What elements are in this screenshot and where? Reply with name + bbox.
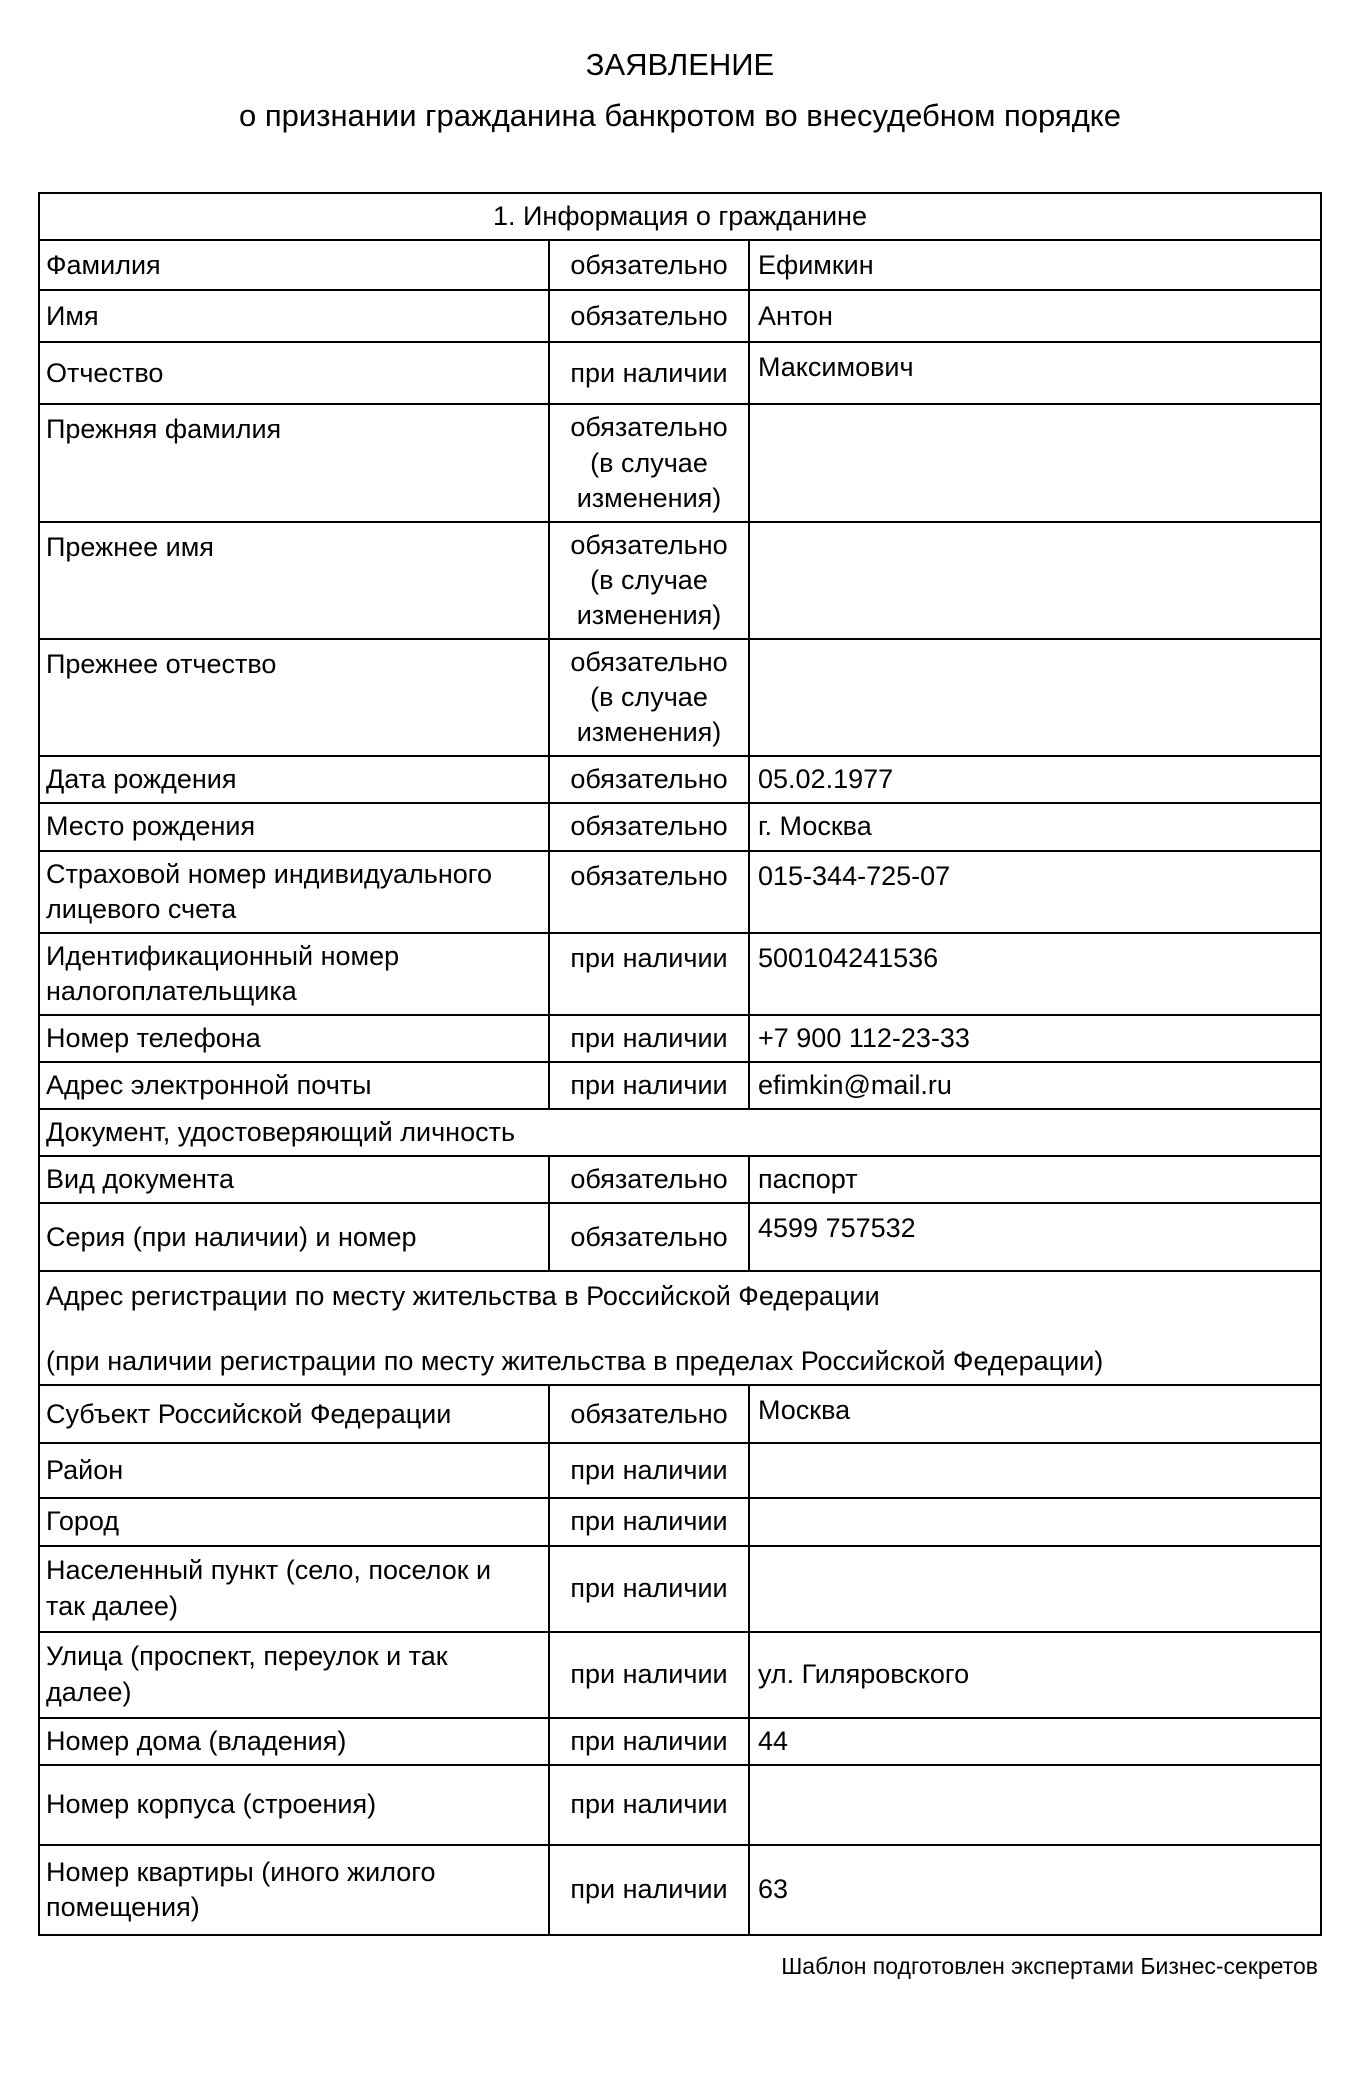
- field-value: [749, 522, 1321, 639]
- requirement-cell: обязательно: [549, 290, 749, 342]
- requirement-cell: обязательно (в случае изменения): [549, 522, 749, 639]
- requirement-cell: обязательно: [549, 1156, 749, 1203]
- field-label: Вид документа: [39, 1156, 549, 1203]
- section-title: 1. Информация о гражданине: [39, 193, 1321, 240]
- field-label: Страховой номер индивидуального лицевого счета: [39, 851, 549, 933]
- requirement-cell: обязательно: [549, 1203, 749, 1271]
- field-value: [749, 639, 1321, 756]
- requirement-cell: обязательно: [549, 756, 749, 803]
- row-district: [39, 1443, 1321, 1498]
- citizen-info-table: [38, 192, 1322, 1935]
- row-former-firstname: [39, 522, 1321, 639]
- field-label: Номер квартиры (иного жилого помещения): [39, 1845, 549, 1935]
- field-value: Москва: [749, 1385, 1321, 1443]
- field-label: Адрес электронной почты: [39, 1062, 549, 1109]
- row-registration-address-header: [39, 1271, 1321, 1385]
- field-value: 4599 757532: [749, 1203, 1321, 1271]
- requirement-cell: обязательно: [549, 851, 749, 933]
- field-label: Дата рождения: [39, 756, 549, 803]
- field-value: efimkin@mail.ru: [749, 1062, 1321, 1109]
- section-header-row: [39, 193, 1321, 240]
- field-label: Номер дома (владения): [39, 1718, 549, 1765]
- field-value: [749, 1765, 1321, 1845]
- field-label: Прежнее отчество: [39, 639, 549, 756]
- template-credit: Шаблон подготовлен экспертами Бизнес-секретов: [781, 1952, 1318, 1979]
- field-value: 44: [749, 1718, 1321, 1765]
- row-birthdate: [39, 756, 1321, 803]
- field-label: Населенный пункт (село, поселок и так далее): [39, 1546, 549, 1632]
- field-label: Улица (проспект, переулок и так далее): [39, 1632, 549, 1718]
- row-city: [39, 1498, 1321, 1545]
- field-label: Серия (при наличии) и номер: [39, 1203, 549, 1271]
- field-value: +7 900 112-23-33: [749, 1015, 1321, 1062]
- requirement-cell: при наличии: [549, 933, 749, 1015]
- field-label: Номер телефона: [39, 1015, 549, 1062]
- field-value: г. Москва: [749, 803, 1321, 850]
- field-value: [749, 1546, 1321, 1632]
- row-firstname: [39, 290, 1321, 342]
- field-value: [749, 1498, 1321, 1545]
- requirement-cell: обязательно (в случае изменения): [549, 639, 749, 756]
- requirement-cell: при наличии: [549, 1765, 749, 1845]
- row-doc-series-number: [39, 1203, 1321, 1271]
- field-value: 63: [749, 1845, 1321, 1935]
- field-label: Идентификационный номер налогоплательщика: [39, 933, 549, 1015]
- row-inn: [39, 933, 1321, 1015]
- row-settlement: [39, 1546, 1321, 1632]
- requirement-cell: при наличии: [549, 1062, 749, 1109]
- row-apartment-number: [39, 1845, 1321, 1935]
- row-region: [39, 1385, 1321, 1443]
- row-street: [39, 1632, 1321, 1718]
- field-label: Отчество: [39, 342, 549, 404]
- document-title: ЗАЯВЛЕНИЕ: [585, 47, 775, 82]
- row-phone: [39, 1015, 1321, 1062]
- requirement-cell: при наличии: [549, 1845, 749, 1935]
- requirement-cell: при наличии: [549, 1718, 749, 1765]
- row-snils: [39, 851, 1321, 933]
- row-former-surname: [39, 404, 1321, 521]
- address-header-line: Адрес регистрации по месту жительства в Российской Федерации: [46, 1281, 880, 1312]
- row-former-patronymic: [39, 639, 1321, 756]
- field-value: Максимович: [749, 342, 1321, 404]
- requirement-cell: обязательно: [549, 1385, 749, 1443]
- requirement-cell: при наличии: [549, 1443, 749, 1498]
- requirement-cell: при наличии: [549, 1015, 749, 1062]
- field-value: [749, 1443, 1321, 1498]
- requirement-cell: при наличии: [549, 342, 749, 404]
- address-header-note: (при наличии регистрации по месту жительства в пределах Российской Федерации): [46, 1346, 1104, 1377]
- field-value: Ефимкин: [749, 240, 1321, 290]
- field-value: 05.02.1977: [749, 756, 1321, 803]
- field-label: Прежнее имя: [39, 522, 549, 639]
- field-value: 015-344-725-07: [749, 851, 1321, 933]
- row-birthplace: [39, 803, 1321, 850]
- requirement-cell: при наличии: [549, 1546, 749, 1632]
- requirement-cell: обязательно (в случае изменения): [549, 404, 749, 521]
- requirement-cell: при наличии: [549, 1498, 749, 1545]
- row-house-number: [39, 1718, 1321, 1765]
- field-label: Город: [39, 1498, 549, 1545]
- field-value: [749, 404, 1321, 521]
- row-email: [39, 1062, 1321, 1109]
- row-surname: [39, 240, 1321, 290]
- requirement-cell: при наличии: [549, 1632, 749, 1718]
- field-value: паспорт: [749, 1156, 1321, 1203]
- field-label: Район: [39, 1443, 549, 1498]
- field-label: Фамилия: [39, 240, 549, 290]
- row-identity-doc-header: [39, 1109, 1321, 1156]
- subsection-title: [39, 1271, 1321, 1385]
- field-value: ул. Гиляровского: [749, 1632, 1321, 1718]
- field-label: Место рождения: [39, 803, 549, 850]
- field-label: Субъект Российской Федерации: [39, 1385, 549, 1443]
- field-value: Антон: [749, 290, 1321, 342]
- field-value: 500104241536: [749, 933, 1321, 1015]
- row-doc-type: [39, 1156, 1321, 1203]
- requirement-cell: обязательно: [549, 240, 749, 290]
- field-label: Имя: [39, 290, 549, 342]
- row-patronymic: [39, 342, 1321, 404]
- field-label: Номер корпуса (строения): [39, 1765, 549, 1845]
- row-building-number: [39, 1765, 1321, 1845]
- requirement-cell: обязательно: [549, 803, 749, 850]
- field-label: Прежняя фамилия: [39, 404, 549, 521]
- subsection-title: Документ, удостоверяющий личность: [39, 1109, 1321, 1156]
- document-subtitle: о признании гражданина банкротом во внесудебном порядке: [239, 98, 1121, 134]
